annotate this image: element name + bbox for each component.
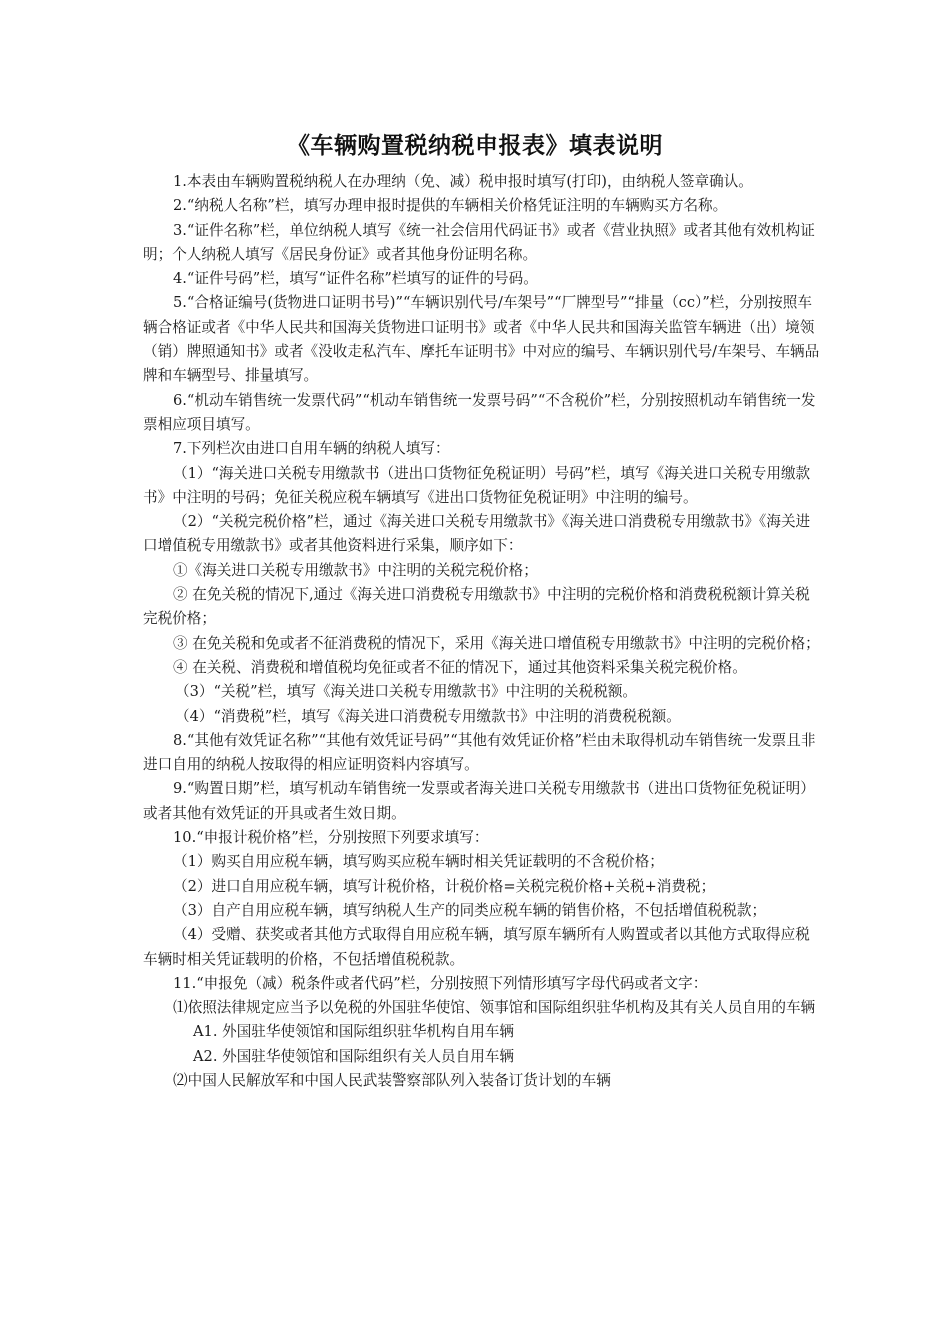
paragraph-7-2-b: ② 在免关税的情况下,通过《海关进口消费税专用缴款书》中注明的完税价格和消费税税额计算关税完税价格； [143, 586, 810, 628]
paragraph-11: 11.“申报免（减）税条件或者代码”栏，分别按照下列情形填写字母代码或者文字： [173, 974, 708, 992]
paragraph-8: 8.“其他有效凭证名称”“其他有效凭证号码”“其他有效凭证价格”栏由未取得机动车销售统一发票且非进口自用的纳税人按取得的相应证明资料内容填写。 [143, 731, 816, 774]
paragraph-1: 1.本表由车辆购置税纳税人在办理纳（免、减）税申报时填写(打印)，由纳税人签章确认。 [173, 173, 753, 190]
page-title: 《车辆购置税纳税申报表》填表说明 [287, 133, 663, 159]
paragraph-7-2: （2）“关税完税价格”栏，通过《海关进口关税专用缴款书》《海关进口消费税专用缴款书》《海关进口增值税专用缴款书》或者其他资料进行采集，顺序如下： [143, 513, 811, 555]
paragraph-10-3: （3）自产自用应税车辆，填写纳税人生产的同类应税车辆的销售价格，不包括增值税税款； [173, 901, 767, 919]
paragraph-9: 9.“购置日期”栏，填写机动车销售统一发票或者海关进口关税专用缴款书（进出口货物征免税证明）或者其他有效凭证的开具或者生效日期。 [143, 780, 815, 822]
paragraph-7-3: （3）“关税”栏，填写《海关进口关税专用缴款书》中注明的关税税额。 [175, 683, 638, 701]
paragraph-3: 3.“证件名称”栏，单位纳税人填写《统一社会信用代码证书》或者《营业执照》或者其他有效机构证明；个人纳税人填写《居民身份证》或者其他身份证明名称。 [143, 221, 815, 263]
paragraph-11-1-a2: A2. 外国驻华使领馆和国际组织有关人员自用车辆 [193, 1047, 514, 1065]
paragraph-2: 2.“纳税人名称”栏，填写办理申报时提供的车辆相关价格凭证注明的车辆购买方名称。 [173, 197, 728, 215]
paragraph-5: 5.“合格证编号(货物进口证明书号)”“车辆识别代号/车架号”“厂牌型号”“排量（cc）”栏，分别按照车辆合格证或者《中华人民共和国海关货物进口证明书》或者《中华人民共和国海关监管车辆进（出）境领（销）牌照通知书》或者《没收走私汽车、摩托车证明书》中对应的编号、车辆识别代号/车架号、车辆品牌和车辆型号、排量填写。 [143, 294, 820, 385]
paragraph-4: 4.“证件号码”栏，填写“证件名称”栏填写的证件的号码。 [173, 270, 538, 288]
paragraph-7-2-a: ①《海关进口关税专用缴款书》中注明的关税完税价格； [173, 561, 538, 579]
paragraph-11-1-a1: A1. 外国驻华使领馆和国际组织驻华机构自用车辆 [193, 1023, 514, 1041]
paragraph-11-2: ⑵中国人民解放军和中国人民武装警察部队列入装备订货计划的车辆 [173, 1071, 611, 1089]
paragraph-7-1: （1）“海关进口关税专用缴款书（进出口货物征免税证明）号码”栏，填写《海关进口关税专用缴款书》中注明的号码；免征关税应税车辆填写《进出口货物征免税证明》中注明的编号。 [143, 464, 811, 506]
document-body [143, 170, 821, 1093]
paragraph-10: 10.“申报计税价格”栏，分别按照下列要求填写： [173, 829, 489, 847]
paragraph-10-2: （2）进口自用应税车辆，填写计税价格，计税价格=关税完税价格+关税+消费税； [173, 877, 716, 895]
paragraph-7-2-d: ④ 在关税、消费税和增值税均免征或者不征的情况下，通过其他资料采集关税完税价格。 [173, 658, 747, 676]
paragraph-7: 7.下列栏次由进口自用车辆的纳税人填写： [173, 440, 450, 458]
paragraph-7-2-c: ③ 在免关税和免或者不征消费税的情况下，采用《海关进口增值税专用缴款书》中注明的完税价格； [173, 634, 820, 652]
paragraph-10-1: （1）购买自用应税车辆，填写购买应税车辆时相关凭证载明的不含税价格； [173, 853, 664, 871]
paragraph-7-4: （4）“消费税”栏，填写《海关进口消费税专用缴款书》中注明的消费税税额。 [175, 707, 681, 725]
paragraph-11-1: ⑴依照法律规定应当予以免税的外国驻华使馆、领事馆和国际组织驻华机构及其有关人员自用的车辆 [173, 999, 816, 1017]
paragraph-6: 6.“机动车销售统一发票代码”“机动车销售统一发票号码”“不含税价”栏，分别按照机动车销售统一发票相应项目填写。 [143, 391, 816, 433]
paragraph-10-4: （4）受赠、获奖或者其他方式取得自用应税车辆，填写原车辆所有人购置或者以其他方式取得应税车辆时相关凭证载明的价格，不包括增值税税款。 [143, 926, 810, 968]
